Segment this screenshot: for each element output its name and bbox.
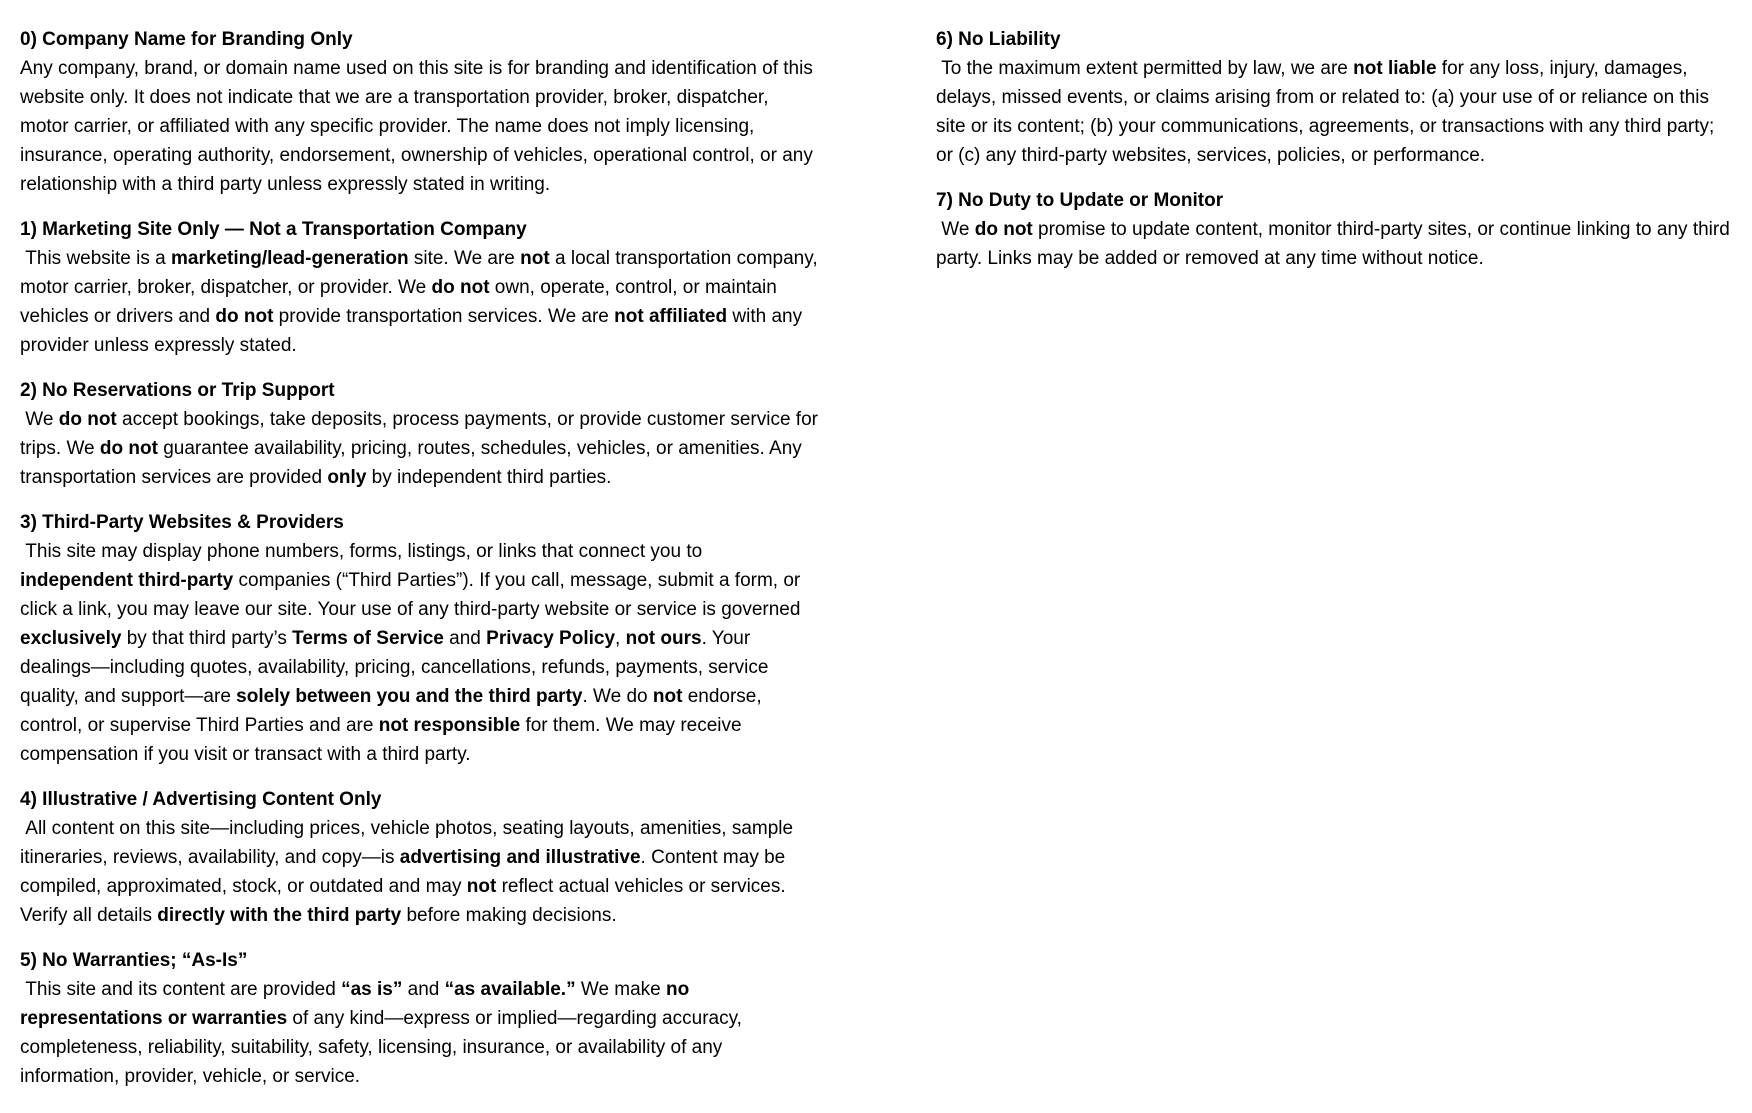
section-body: This site and its content are provided “as is” and “as available.” We make no representations or warranties of any kind—express or implied—regarding accuracy, completeness, reliability, suitability, safety, licensing, insurance, or availability of any information, provider, vehicle, or service. [20, 979, 748, 1087]
section-heading: 6) No Liability [936, 29, 1061, 50]
section-body: We do not promise to update content, monitor third-party sites, or continue linking to any third party. Links may be added or removed at any time without notice. [936, 219, 1736, 269]
section-body: All content on this site—including prices, vehicle photos, seating layouts, amenities, sample itineraries, reviews, availability, and copy—is advertising and illustrative. Content may be compiled, approximated, stock, or outdated and may not reflect actual vehicles or services. Verify all details directly with the third party before making decisions. [20, 818, 799, 926]
section-no-duty-to-update [936, 186, 1734, 273]
section-third-party-websites [20, 508, 818, 769]
section-body: This website is a marketing/lead-generation site. We are not a local transportation company, motor carrier, broker, dispatcher, or provider. We do not own, operate, control, or maintain vehicles or drivers and do not provide transportation services. We are not affiliated with any provider unless expressly stated. [20, 248, 823, 356]
section-body: We do not accept bookings, take deposits, process payments, or provide customer service for trips. We do not guarantee availability, pricing, routes, schedules, vehicles, or amenities. Any transportation services are provided only by independent third parties. [20, 409, 824, 488]
section-no-warranties [20, 946, 818, 1091]
section-heading: 4) Illustrative / Advertising Content Only [20, 789, 382, 810]
section-heading: 1) Marketing Site Only — Not a Transportation Company [20, 219, 527, 240]
section-heading: 2) No Reservations or Trip Support [20, 380, 335, 401]
section-body: To the maximum extent permitted by law, we are not liable for any loss, injury, damages, delays, missed events, or claims arising from or related to: (a) your use of or reliance on this site or its content; (b) your communications, agreements, or transactions with any third party; or (c) any third-party websites, services, policies, or performance. [936, 58, 1720, 166]
section-illustrative-content [20, 785, 818, 930]
section-heading: 5) No Warranties; “As-Is” [20, 950, 248, 971]
section-no-reservations [20, 376, 824, 492]
section-body: Any company, brand, or domain name used on this site is for branding and identification of this website only. It does not indicate that we are a transportation provider, broker, dispatcher, motor carrier, or affiliated with any specific provider. The name does not imply licensing, insurance, operating authority, endorsement, ownership of vehicles, operational control, or any relationship with a third party unless expressly stated in writing. [20, 58, 819, 195]
section-heading: 0) Company Name for Branding Only [20, 29, 353, 50]
section-body: This site may display phone numbers, forms, listings, or links that connect you to independent third-party companies (“Third Parties”). If you call, message, submit a form, or click a link, you may leave our site. Your use of any third-party website or service is governed exclusively by that third party’s Terms of Service and Privacy Policy, not ours. Your dealings—including quotes, availability, pricing, cancellations, refunds, payments, service quality, and support—are solely between you and the third party. We do not endorse, control, or supervise Third Parties and are not responsible for them. We may receive compensation if you visit or transact with a third party. [20, 541, 806, 765]
section-no-liability [936, 25, 1734, 170]
section-marketing-site-only [20, 215, 823, 360]
section-heading: 7) No Duty to Update or Monitor [936, 190, 1224, 211]
section-heading: 3) Third-Party Websites & Providers [20, 512, 344, 533]
section-company-name-branding [20, 25, 818, 199]
